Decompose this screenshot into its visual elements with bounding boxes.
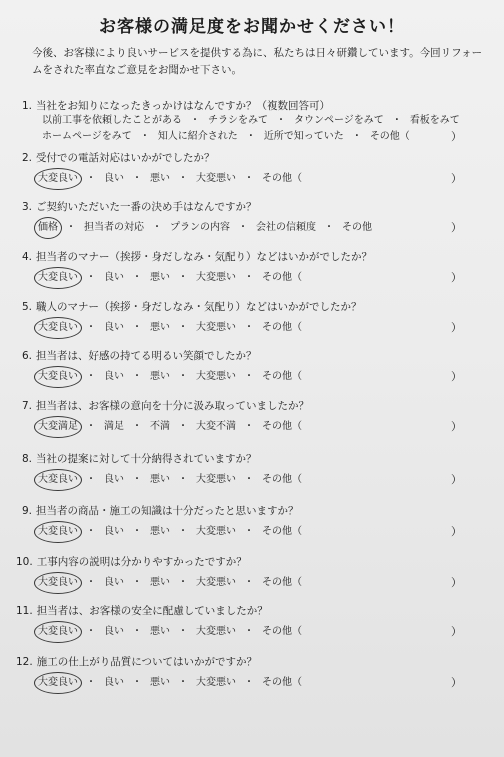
question-6: 6. 担当者は、好感の持てる明るい笑顔でしたか？ 大変良い ・ 良い ・ 悪い ・ 大変悪い ・ その他（ ） <box>22 350 462 383</box>
question-number: 9. <box>22 505 33 517</box>
option-very-bad[interactable]: 大変悪い <box>196 474 236 485</box>
option-good[interactable]: 良い <box>104 474 124 485</box>
question-7: 7. 担当者は、お客様の意向を十分に汲み取っていましたか？ 大変満足 ・ 満足 ・ 不満 ・ 大変不満 ・ その他（ ） <box>22 400 462 433</box>
question-list <box>12 151 492 705</box>
question-1: 1. 当社をお知りになったきっかけはなんですか？（複数回答可） 以前工事を依頼したことがある ・ チラシをみて ・ タウンページをみて ・ 看板をみて ホームページをみて ・ 知人に紹介された ・ 近所で知っていた ・ その他（ ） <box>22 100 462 143</box>
question-4: 4. 担当者のマナー（挨拶・身だしなみ・気配り）などはいかがでしたか？ 大変良い ・ 良い ・ 悪い ・ 大変悪い ・ その他（ ） <box>22 251 462 284</box>
question-text: 担当者のマナー（挨拶・身だしなみ・気配り）などはいかがでしたか？ <box>36 251 373 263</box>
close-paren: ） <box>451 321 462 334</box>
option-very-bad[interactable]: 大変悪い <box>196 371 236 382</box>
option-good[interactable]: 良い <box>104 371 124 382</box>
option-very-good[interactable]: 大変良い <box>38 677 78 688</box>
option-other[interactable]: その他（ <box>262 626 302 637</box>
option-dissatisfied[interactable]: 不満 <box>150 421 170 432</box>
question-text: 担当者は、好感の持てる明るい笑顔でしたか？ <box>36 350 257 362</box>
question-8: 8. 当社の提案に対して十分納得されていますか？ 大変良い ・ 良い ・ 悪い ・ 大変悪い ・ その他（ ） <box>22 453 462 486</box>
question-11: 11. 担当者は、お客様の安全に配慮していましたか？ 大変良い ・ 良い ・ 悪い ・ 大変悪い ・ その他（ ） <box>16 605 462 638</box>
question-text: 当社の提案に対して十分納得されていますか？ <box>36 453 257 465</box>
option-good[interactable]: 良い <box>104 626 124 637</box>
close-paren: ） <box>451 576 462 589</box>
option-very-bad[interactable]: 大変悪い <box>196 626 236 637</box>
question-text: 担当者の商品・施工の知識は十分だったと思いますか？ <box>36 505 299 517</box>
option-bad[interactable]: 悪い <box>150 577 170 588</box>
close-paren: ） <box>451 271 462 284</box>
page-title: お客様の満足度をお聞かせください！ <box>99 17 405 37</box>
question-number: 11. <box>16 605 33 617</box>
option-staff-response[interactable]: 担当者の対応 <box>84 222 144 233</box>
option-very-good[interactable]: 大変良い <box>38 173 78 184</box>
option-other[interactable]: その他 <box>342 222 372 233</box>
option-other[interactable]: その他（ <box>262 677 302 688</box>
close-paren: ） <box>451 625 462 638</box>
option-good[interactable]: 良い <box>104 173 124 184</box>
option-other[interactable]: その他（ <box>262 526 302 537</box>
intro-text: 今後、お客様により良いサービスを提供する為に、私たちは日々研鑽しています。今回リフォームをされた率直なご意見をお聞かせ下さい。 <box>32 47 483 76</box>
option-satisfied[interactable]: 満足 <box>104 421 124 432</box>
question-10: 10. 工事内容の説明は分かりやすかったですか？ 大変良い ・ 良い ・ 悪い ・ 大変悪い ・ その他（ ） <box>16 556 462 589</box>
question-number: 2. <box>22 152 33 164</box>
option-bad[interactable]: 悪い <box>150 322 170 333</box>
question-3: 3. ご契約いただいた一番の決め手はなんですか？ 価格 ・ 担当者の対応 ・ プランの内容 ・ 会社の信頼度 ・ その他 ） <box>22 201 462 234</box>
close-paren: ） <box>451 172 462 185</box>
question-number: 7. <box>22 400 33 412</box>
option-very-good[interactable]: 大変良い <box>38 272 78 283</box>
question-number: 3. <box>22 201 33 213</box>
option-good[interactable]: 良い <box>104 322 124 333</box>
option-other[interactable]: その他（ <box>262 173 302 184</box>
option-town-page[interactable]: タウンページをみて <box>294 115 384 126</box>
option-other[interactable]: その他（ <box>369 131 410 142</box>
option-signboard[interactable]: 看板をみて <box>409 115 460 126</box>
question-text: 担当者は、お客様の安全に配慮していましたか？ <box>36 605 268 617</box>
close-paren: ） <box>451 525 462 538</box>
question-text: 職人のマナー（挨拶・身だしなみ・気配り）などはいかがでしたか？ <box>36 301 362 313</box>
close-paren: ） <box>451 221 462 234</box>
option-very-bad[interactable]: 大変悪い <box>196 322 236 333</box>
question-text: 当社をお知りになったきっかけはなんですか？（複数回答可） <box>36 100 331 112</box>
question-number: 4. <box>22 251 33 263</box>
option-bad[interactable]: 悪い <box>150 626 170 637</box>
option-very-bad[interactable]: 大変悪い <box>196 173 236 184</box>
option-bad[interactable]: 悪い <box>150 272 170 283</box>
option-company-trust[interactable]: 会社の信頼度 <box>256 222 316 233</box>
option-very-good[interactable]: 大変良い <box>38 371 78 382</box>
question-text: ご契約いただいた一番の決め手はなんですか？ <box>36 201 257 213</box>
close-paren: ） <box>451 370 462 383</box>
option-good[interactable]: 良い <box>104 577 124 588</box>
option-other[interactable]: その他（ <box>262 421 302 432</box>
option-other[interactable]: その他（ <box>262 371 302 382</box>
option-bad[interactable]: 悪い <box>150 474 170 485</box>
question-number: 5. <box>22 301 33 313</box>
option-good[interactable]: 良い <box>104 526 124 537</box>
option-very-bad[interactable]: 大変悪い <box>196 677 236 688</box>
question-number: 1. <box>22 100 33 112</box>
option-referral[interactable]: 知人に紹介された <box>157 131 238 142</box>
question-number: 12. <box>16 656 33 668</box>
option-very-good[interactable]: 大変良い <box>38 526 78 537</box>
option-very-bad[interactable]: 大変悪い <box>196 272 236 283</box>
close-paren: ） <box>451 473 462 486</box>
question-number: 8. <box>22 453 33 465</box>
option-bad[interactable]: 悪い <box>150 526 170 537</box>
option-very-dissatisfied[interactable]: 大変不満 <box>196 421 236 432</box>
option-neighborhood[interactable]: 近所で知っていた <box>263 131 344 142</box>
question-2: 2. 受付での電話対応はいかがでしたか？ 大変良い ・ 良い ・ 悪い ・ 大変悪い ・ その他（ ） <box>22 152 462 185</box>
close-paren: ） <box>451 420 462 433</box>
option-price[interactable]: 価格 <box>38 222 58 233</box>
question-number: 6. <box>22 350 33 362</box>
option-plan-content[interactable]: プランの内容 <box>170 222 230 233</box>
option-very-bad[interactable]: 大変悪い <box>196 577 236 588</box>
option-bad[interactable]: 悪い <box>150 371 170 382</box>
option-other[interactable]: その他（ <box>262 474 302 485</box>
option-very-good[interactable]: 大変良い <box>38 322 78 333</box>
option-very-bad[interactable]: 大変悪い <box>196 526 236 537</box>
question-text: 担当者は、お客様の意向を十分に汲み取っていましたか？ <box>36 400 310 412</box>
question-text: 受付での電話対応はいかがでしたか？ <box>36 152 215 164</box>
option-flyer[interactable]: チラシをみて <box>208 115 268 126</box>
option-good[interactable]: 良い <box>104 677 124 688</box>
option-very-satisfied[interactable]: 大変満足 <box>38 421 78 432</box>
question-text: 施工の仕上がり品質についてはいかがですか？ <box>36 656 257 668</box>
question-text: 工事内容の説明は分かりやすかったですか？ <box>36 556 247 568</box>
option-other[interactable]: その他（ <box>262 322 302 333</box>
option-very-good[interactable]: 大変良い <box>38 577 78 588</box>
option-previous-customer[interactable]: 以前工事を依頼したことがある <box>42 115 182 126</box>
question-12: 12. 施工の仕上がり品質についてはいかがですか？ 大変良い ・ 良い ・ 悪い ・ 大変悪い ・ その他（ ） <box>16 656 462 689</box>
option-very-good[interactable]: 大変良い <box>38 626 78 637</box>
question-9: 9. 担当者の商品・施工の知識は十分だったと思いますか？ 大変良い ・ 良い ・ 悪い ・ 大変悪い ・ その他（ ） <box>22 505 462 538</box>
option-bad[interactable]: 悪い <box>150 677 170 688</box>
option-very-good[interactable]: 大変良い <box>38 474 78 485</box>
close-paren: ） <box>451 676 462 689</box>
question-number: 10. <box>16 556 33 568</box>
close-paren: ） <box>451 130 462 143</box>
option-good[interactable]: 良い <box>104 272 124 283</box>
question-5: 5. 職人のマナー（挨拶・身だしなみ・気配り）などはいかがでしたか？ 大変良い ・ 良い ・ 悪い ・ 大変悪い ・ その他（ ） <box>22 301 462 334</box>
option-other[interactable]: その他（ <box>262 272 302 283</box>
option-bad[interactable]: 悪い <box>150 173 170 184</box>
option-other[interactable]: その他（ <box>262 577 302 588</box>
option-homepage[interactable]: ホームページをみて <box>42 131 132 142</box>
